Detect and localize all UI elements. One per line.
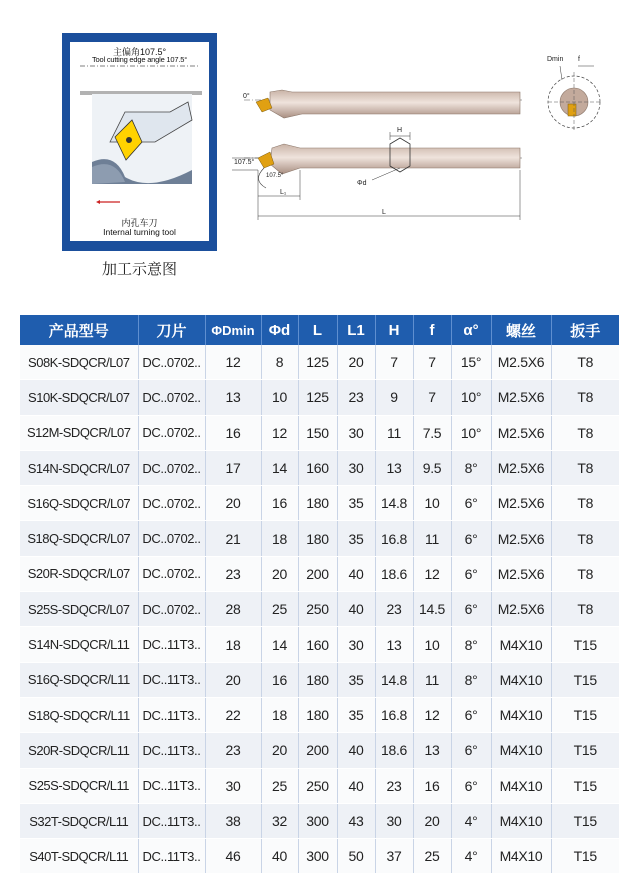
cell-l1: 30 bbox=[337, 627, 375, 662]
cell-model: S10K-SDQCR/L07 bbox=[20, 380, 138, 415]
cell-l1: 30 bbox=[337, 450, 375, 485]
cell-model: S25S-SDQCR/L11 bbox=[20, 768, 138, 803]
header-dmin: ΦDmin bbox=[205, 315, 261, 345]
cell-f: 16 bbox=[413, 768, 451, 803]
header-alpha: α° bbox=[451, 315, 491, 345]
cell-f: 12 bbox=[413, 697, 451, 732]
cell-alpha: 6° bbox=[451, 592, 491, 627]
cell-alpha: 8° bbox=[451, 627, 491, 662]
cell-insert: DC..11T3.. bbox=[138, 627, 205, 662]
table-row bbox=[20, 415, 619, 450]
cell-l1: 40 bbox=[337, 592, 375, 627]
dim-l-label: L bbox=[382, 209, 386, 216]
cell-f: 13 bbox=[413, 733, 451, 768]
cell-h: 23 bbox=[375, 592, 413, 627]
table-row bbox=[20, 627, 619, 662]
diagram-title-en: Tool cutting edge angle 107.5° bbox=[92, 55, 187, 64]
cell-model: S08K-SDQCR/L07 bbox=[20, 345, 138, 380]
cell-phid: 32 bbox=[261, 803, 298, 838]
cell-insert: DC..0702.. bbox=[138, 450, 205, 485]
cell-l: 200 bbox=[298, 733, 337, 768]
cell-l: 125 bbox=[298, 345, 337, 380]
cell-wrench: T8 bbox=[551, 345, 619, 380]
table-row bbox=[20, 592, 619, 627]
table-row bbox=[20, 839, 619, 874]
cell-h: 30 bbox=[375, 803, 413, 838]
cell-l: 125 bbox=[298, 380, 337, 415]
cell-alpha: 6° bbox=[451, 768, 491, 803]
cell-h: 16.8 bbox=[375, 521, 413, 556]
cell-screw: M2.5X6 bbox=[491, 380, 551, 415]
cell-dmin: 17 bbox=[205, 450, 261, 485]
cell-wrench: T15 bbox=[551, 662, 619, 697]
dim-l1-label: L₁ bbox=[280, 189, 287, 196]
table-row bbox=[20, 450, 619, 485]
cell-wrench: T8 bbox=[551, 592, 619, 627]
cell-h: 37 bbox=[375, 839, 413, 874]
angle-107-small-label: 107.5° bbox=[266, 173, 284, 179]
table-row bbox=[20, 345, 619, 380]
cell-insert: DC..11T3.. bbox=[138, 803, 205, 838]
cell-f: 7 bbox=[413, 345, 451, 380]
diagram-title-cn: 主偏角107.5° bbox=[112, 47, 167, 57]
cell-wrench: T8 bbox=[551, 380, 619, 415]
cell-model: S20R-SDQCR/L07 bbox=[20, 556, 138, 591]
cell-model: S12M-SDQCR/L07 bbox=[20, 415, 138, 450]
header-f: f bbox=[413, 315, 451, 345]
diagram-caption: 加工示意图 bbox=[101, 261, 177, 278]
cell-alpha: 6° bbox=[451, 486, 491, 521]
cell-insert: DC..11T3.. bbox=[138, 839, 205, 874]
cell-screw: M2.5X6 bbox=[491, 556, 551, 591]
angle-zero-label: 0° bbox=[243, 93, 250, 100]
table-row bbox=[20, 662, 619, 697]
cell-screw: M4X10 bbox=[491, 627, 551, 662]
cell-screw: M4X10 bbox=[491, 697, 551, 732]
cell-dmin: 23 bbox=[205, 733, 261, 768]
cell-f: 7 bbox=[413, 380, 451, 415]
cell-insert: DC..0702.. bbox=[138, 415, 205, 450]
cell-f: 9.5 bbox=[413, 450, 451, 485]
cell-insert: DC..11T3.. bbox=[138, 662, 205, 697]
table-header-row bbox=[20, 315, 619, 345]
cell-phid: 25 bbox=[261, 592, 298, 627]
cell-screw: M2.5X6 bbox=[491, 486, 551, 521]
cell-wrench: T15 bbox=[551, 839, 619, 874]
cell-model: S32T-SDQCR/L11 bbox=[20, 803, 138, 838]
cell-f: 11 bbox=[413, 662, 451, 697]
cell-l: 250 bbox=[298, 768, 337, 803]
dim-f-label: f bbox=[578, 56, 580, 63]
table-row bbox=[20, 733, 619, 768]
header-screw: 螺丝 bbox=[491, 315, 551, 345]
diagram-bottom-cn: 内孔车刀 bbox=[121, 218, 158, 228]
cell-l1: 40 bbox=[337, 556, 375, 591]
cell-l1: 40 bbox=[337, 733, 375, 768]
cell-h: 23 bbox=[375, 768, 413, 803]
cell-l: 250 bbox=[298, 592, 337, 627]
cell-screw: M4X10 bbox=[491, 733, 551, 768]
dim-phid-label: Φd bbox=[357, 180, 367, 187]
cell-alpha: 6° bbox=[451, 556, 491, 591]
cell-phid: 14 bbox=[261, 627, 298, 662]
cell-insert: DC..11T3.. bbox=[138, 733, 205, 768]
cell-l: 200 bbox=[298, 556, 337, 591]
header-phid: Φd bbox=[261, 315, 298, 345]
cell-phid: 25 bbox=[261, 768, 298, 803]
cell-h: 13 bbox=[375, 627, 413, 662]
cell-wrench: T15 bbox=[551, 697, 619, 732]
dim-h-label: H bbox=[397, 127, 403, 134]
cell-insert: DC..0702.. bbox=[138, 521, 205, 556]
cell-dmin: 46 bbox=[205, 839, 261, 874]
cell-screw: M4X10 bbox=[491, 839, 551, 874]
cell-l: 300 bbox=[298, 839, 337, 874]
cell-insert: DC..0702.. bbox=[138, 345, 205, 380]
cell-screw: M2.5X6 bbox=[491, 415, 551, 450]
cell-phid: 40 bbox=[261, 839, 298, 874]
cell-alpha: 8° bbox=[451, 662, 491, 697]
cell-l: 160 bbox=[298, 627, 337, 662]
cell-phid: 8 bbox=[261, 345, 298, 380]
cell-insert: DC..0702.. bbox=[138, 486, 205, 521]
diagram-panel bbox=[70, 42, 209, 241]
cell-model: S20R-SDQCR/L11 bbox=[20, 733, 138, 768]
cell-l: 180 bbox=[298, 697, 337, 732]
cell-l1: 35 bbox=[337, 662, 375, 697]
cell-phid: 16 bbox=[261, 662, 298, 697]
machining-diagram bbox=[62, 33, 217, 251]
cell-phid: 10 bbox=[261, 380, 298, 415]
cell-model: S14N-SDQCR/L07 bbox=[20, 450, 138, 485]
header-insert: 刀片 bbox=[138, 315, 205, 345]
cell-l: 300 bbox=[298, 803, 337, 838]
cell-l1: 20 bbox=[337, 345, 375, 380]
table-row bbox=[20, 697, 619, 732]
cell-phid: 18 bbox=[261, 697, 298, 732]
cell-l: 180 bbox=[298, 521, 337, 556]
cell-f: 12 bbox=[413, 556, 451, 591]
cell-alpha: 8° bbox=[451, 450, 491, 485]
header-wrench: 扳手 bbox=[551, 315, 619, 345]
cell-insert: DC..0702.. bbox=[138, 556, 205, 591]
cell-l: 180 bbox=[298, 486, 337, 521]
header-h: H bbox=[375, 315, 413, 345]
cell-dmin: 38 bbox=[205, 803, 261, 838]
machining-illustration bbox=[70, 42, 209, 241]
cell-model: S14N-SDQCR/L11 bbox=[20, 627, 138, 662]
cell-alpha: 10° bbox=[451, 380, 491, 415]
cell-alpha: 15° bbox=[451, 345, 491, 380]
cell-insert: DC..11T3.. bbox=[138, 697, 205, 732]
cell-f: 25 bbox=[413, 839, 451, 874]
cell-alpha: 10° bbox=[451, 415, 491, 450]
cell-dmin: 22 bbox=[205, 697, 261, 732]
cell-f: 20 bbox=[413, 803, 451, 838]
cell-wrench: T15 bbox=[551, 627, 619, 662]
cell-wrench: T15 bbox=[551, 733, 619, 768]
cell-screw: M4X10 bbox=[491, 803, 551, 838]
cell-dmin: 23 bbox=[205, 556, 261, 591]
cell-h: 7 bbox=[375, 345, 413, 380]
cell-dmin: 13 bbox=[205, 380, 261, 415]
cell-alpha: 6° bbox=[451, 697, 491, 732]
cell-alpha: 4° bbox=[451, 803, 491, 838]
table-row bbox=[20, 486, 619, 521]
cell-phid: 20 bbox=[261, 556, 298, 591]
cell-dmin: 20 bbox=[205, 662, 261, 697]
cell-wrench: T15 bbox=[551, 768, 619, 803]
cell-insert: DC..11T3.. bbox=[138, 768, 205, 803]
cell-h: 9 bbox=[375, 380, 413, 415]
cell-wrench: T8 bbox=[551, 415, 619, 450]
cell-l1: 50 bbox=[337, 839, 375, 874]
cell-f: 7.5 bbox=[413, 415, 451, 450]
cell-phid: 18 bbox=[261, 521, 298, 556]
table-row bbox=[20, 556, 619, 591]
cell-model: S40T-SDQCR/L11 bbox=[20, 839, 138, 874]
cell-dmin: 30 bbox=[205, 768, 261, 803]
cell-model: S25S-SDQCR/L07 bbox=[20, 592, 138, 627]
cell-model: S16Q-SDQCR/L07 bbox=[20, 486, 138, 521]
header-l1: L1 bbox=[337, 315, 375, 345]
cell-alpha: 6° bbox=[451, 733, 491, 768]
cell-wrench: T8 bbox=[551, 521, 619, 556]
cell-alpha: 6° bbox=[451, 521, 491, 556]
cell-f: 11 bbox=[413, 521, 451, 556]
cell-h: 14.8 bbox=[375, 662, 413, 697]
cell-dmin: 16 bbox=[205, 415, 261, 450]
cell-phid: 12 bbox=[261, 415, 298, 450]
cell-l1: 35 bbox=[337, 697, 375, 732]
cell-screw: M2.5X6 bbox=[491, 521, 551, 556]
cell-insert: DC..0702.. bbox=[138, 592, 205, 627]
cell-h: 11 bbox=[375, 415, 413, 450]
cell-model: S16Q-SDQCR/L11 bbox=[20, 662, 138, 697]
cell-dmin: 21 bbox=[205, 521, 261, 556]
header-model: 产品型号 bbox=[20, 315, 138, 345]
cell-l1: 35 bbox=[337, 486, 375, 521]
cell-dmin: 18 bbox=[205, 627, 261, 662]
table-row bbox=[20, 380, 619, 415]
cell-wrench: T8 bbox=[551, 556, 619, 591]
dim-dmin-label: Dmin bbox=[547, 56, 564, 63]
tool-technical-drawing bbox=[222, 40, 622, 240]
table-row bbox=[20, 803, 619, 838]
cell-l1: 30 bbox=[337, 415, 375, 450]
cell-l: 160 bbox=[298, 450, 337, 485]
cell-wrench: T15 bbox=[551, 803, 619, 838]
cell-f: 10 bbox=[413, 486, 451, 521]
cell-wrench: T8 bbox=[551, 450, 619, 485]
cell-l: 180 bbox=[298, 662, 337, 697]
cell-screw: M2.5X6 bbox=[491, 345, 551, 380]
cell-f: 14.5 bbox=[413, 592, 451, 627]
cell-l: 150 bbox=[298, 415, 337, 450]
header-l: L bbox=[298, 315, 337, 345]
table-row bbox=[20, 768, 619, 803]
cell-dmin: 28 bbox=[205, 592, 261, 627]
cell-screw: M4X10 bbox=[491, 662, 551, 697]
cell-model: S18Q-SDQCR/L11 bbox=[20, 697, 138, 732]
cell-l1: 40 bbox=[337, 768, 375, 803]
cell-screw: M2.5X6 bbox=[491, 450, 551, 485]
cell-f: 10 bbox=[413, 627, 451, 662]
cell-wrench: T8 bbox=[551, 486, 619, 521]
cell-phid: 14 bbox=[261, 450, 298, 485]
cell-phid: 20 bbox=[261, 733, 298, 768]
cell-h: 14.8 bbox=[375, 486, 413, 521]
cell-alpha: 4° bbox=[451, 839, 491, 874]
cell-dmin: 12 bbox=[205, 345, 261, 380]
cell-h: 18.6 bbox=[375, 556, 413, 591]
cell-l1: 43 bbox=[337, 803, 375, 838]
cell-l1: 23 bbox=[337, 380, 375, 415]
cell-phid: 16 bbox=[261, 486, 298, 521]
cell-l1: 35 bbox=[337, 521, 375, 556]
angle-107-label: 107.5° bbox=[234, 159, 255, 166]
cell-screw: M4X10 bbox=[491, 768, 551, 803]
cell-insert: DC..0702.. bbox=[138, 380, 205, 415]
cell-dmin: 20 bbox=[205, 486, 261, 521]
cell-h: 18.6 bbox=[375, 733, 413, 768]
cell-h: 16.8 bbox=[375, 697, 413, 732]
cell-screw: M2.5X6 bbox=[491, 592, 551, 627]
spec-table bbox=[20, 315, 619, 874]
table-row bbox=[20, 521, 619, 556]
diagram-bottom-en: Internal turning tool bbox=[103, 227, 176, 237]
cell-h: 13 bbox=[375, 450, 413, 485]
cell-model: S18Q-SDQCR/L07 bbox=[20, 521, 138, 556]
